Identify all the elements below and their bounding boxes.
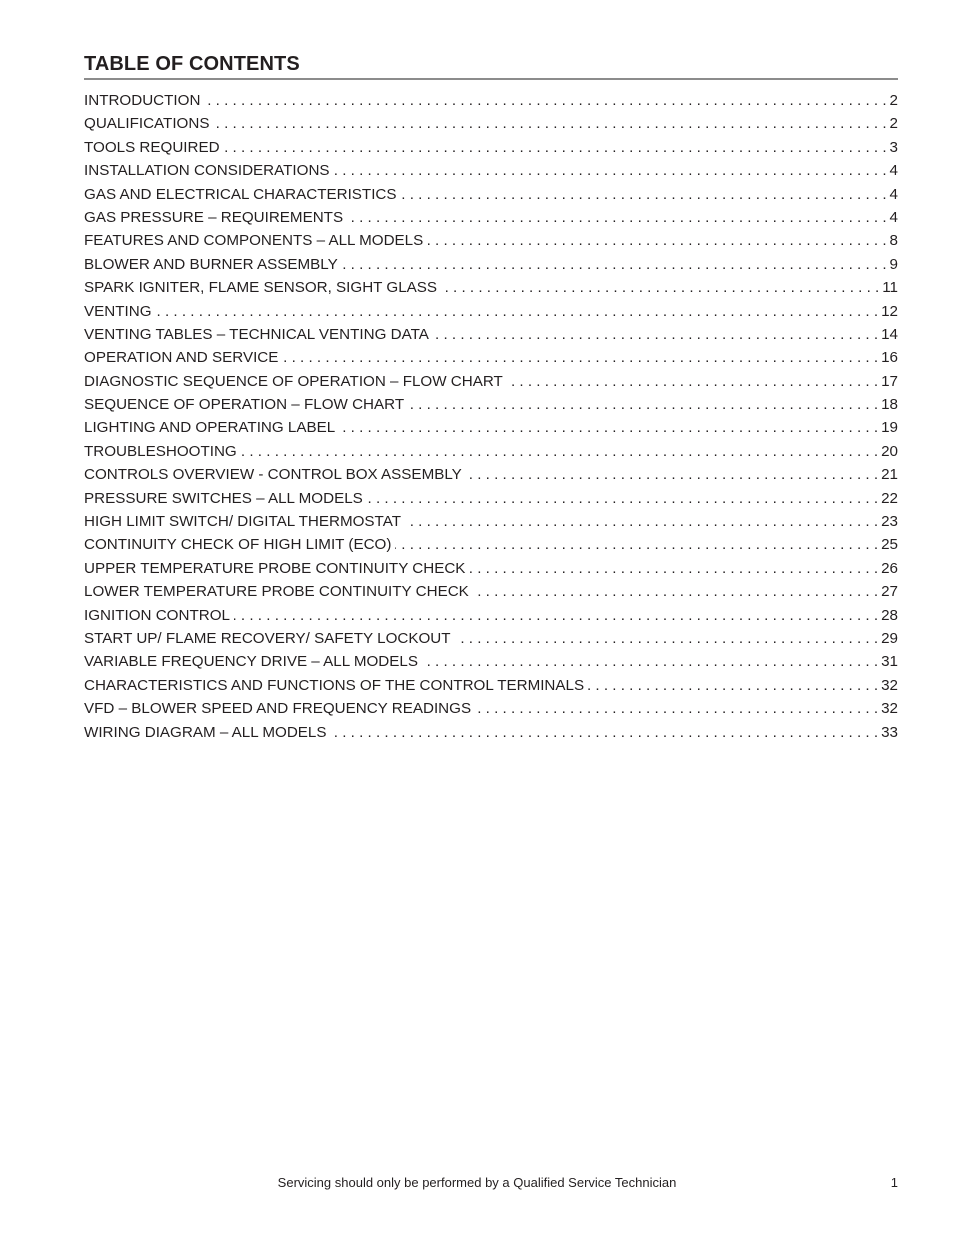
toc-entry-label: HIGH LIMIT SWITCH/ DIGITAL THERMOSTAT (84, 513, 401, 531)
toc-entry[interactable] (84, 370, 898, 393)
toc-entry-page: 4 (889, 162, 898, 180)
toc-entry-label: INSTALLATION CONSIDERATIONS (84, 162, 330, 180)
toc-entry-page: 22 (881, 489, 898, 507)
toc-entry[interactable] (84, 533, 898, 556)
toc-entry-label: SPARK IGNITER, FLAME SENSOR, SIGHT GLASS (84, 279, 438, 297)
footer-note: Servicing should only be performed by a Qualified Service Technician (277, 1175, 677, 1190)
toc-entry-label: CONTINUITY CHECK OF HIGH LIMIT (ECO) (84, 536, 392, 554)
toc-entry-page: 11 (882, 279, 898, 297)
toc-entry-label: VENTING (84, 302, 152, 320)
toc-entry-label: PRESSURE SWITCHES – ALL MODELS (84, 489, 363, 507)
toc-entry[interactable] (84, 136, 898, 159)
toc-entry-label: IGNITION CONTROL (84, 606, 230, 624)
dot-leader (422, 650, 878, 673)
dot-leader (347, 206, 886, 229)
toc-title: TABLE OF CONTENTS (84, 53, 300, 75)
dot-leader (441, 276, 879, 299)
toc-entry-label: TROUBLESHOOTING (84, 442, 237, 460)
toc-entry-page: 33 (881, 723, 898, 741)
toc-entry[interactable] (84, 650, 898, 673)
dot-leader (427, 229, 886, 252)
toc-entry[interactable] (84, 183, 898, 206)
toc-entry-label: QUALIFICATIONS (84, 115, 210, 133)
toc-entry-label: VFD – BLOWER SPEED AND FREQUENCY READINGS (84, 700, 472, 718)
toc-entry[interactable] (84, 487, 898, 510)
toc-entry[interactable] (84, 159, 898, 182)
toc-entry[interactable] (84, 323, 898, 346)
toc-entry-label: VARIABLE FREQUENCY DRIVE – ALL MODELS (84, 653, 418, 671)
dot-leader (588, 674, 878, 697)
dot-leader (156, 300, 879, 323)
toc-entry-page: 9 (889, 255, 898, 273)
dot-leader (408, 393, 878, 416)
toc-entry[interactable] (84, 627, 898, 650)
toc-entry-page: 26 (881, 559, 898, 577)
toc-entry-label: TOOLS REQUIRED (84, 138, 220, 156)
dot-leader (224, 136, 887, 159)
toc-entry-page: 2 (889, 115, 898, 133)
dot-leader (395, 533, 878, 556)
toc-entry[interactable] (84, 721, 898, 744)
toc-entry-page: 32 (881, 700, 898, 718)
toc-entry[interactable] (84, 112, 898, 135)
toc-entry-page: 20 (881, 442, 898, 460)
toc-entry[interactable] (84, 510, 898, 533)
toc-entry[interactable] (84, 604, 898, 627)
toc-entry[interactable] (84, 580, 898, 603)
toc-entry-page: 17 (881, 372, 898, 390)
toc-entry[interactable] (84, 463, 898, 486)
toc-entry-label: BLOWER AND BURNER ASSEMBLY (84, 255, 338, 273)
toc-entry-label: VENTING TABLES – TECHNICAL VENTING DATA (84, 325, 429, 343)
dot-leader (466, 463, 878, 486)
dot-leader (339, 416, 878, 439)
toc-entry[interactable] (84, 300, 898, 323)
dot-leader (213, 112, 886, 135)
dot-leader (469, 557, 878, 580)
toc-entry-page: 32 (881, 676, 898, 694)
toc-entry[interactable] (84, 440, 898, 463)
toc-entry[interactable] (84, 229, 898, 252)
toc-entry-label: LIGHTING AND OPERATING LABEL (84, 419, 336, 437)
dot-leader (473, 580, 878, 603)
toc-entry-label: INTRODUCTION (84, 92, 201, 109)
toc-list (84, 89, 898, 744)
toc-entry-page: 3 (889, 138, 898, 156)
toc-entry-label: WIRING DIAGRAM – ALL MODELS (84, 723, 327, 741)
dot-leader (342, 253, 887, 276)
toc-entry-page: 25 (881, 536, 898, 554)
toc-entry-page: 28 (881, 606, 898, 624)
toc-entry-page: 2 (889, 92, 898, 109)
toc-entry[interactable] (84, 393, 898, 416)
dot-leader (241, 440, 878, 463)
toc-entry-page: 31 (881, 653, 898, 671)
toc-entry-label: GAS PRESSURE – REQUIREMENTS (84, 208, 344, 226)
toc-entry-page: 21 (881, 466, 898, 484)
toc-entry[interactable] (84, 89, 898, 112)
toc-entry-page: 19 (881, 419, 898, 437)
dot-leader (405, 510, 878, 533)
toc-entry-page: 18 (881, 396, 898, 414)
toc-entry[interactable] (84, 346, 898, 369)
dot-leader (334, 159, 887, 182)
toc-entry-label: GAS AND ELECTRICAL CHARACTERISTICS (84, 185, 397, 203)
toc-entry-label: LOWER TEMPERATURE PROBE CONTINUITY CHECK (84, 583, 469, 601)
toc-entry[interactable] (84, 276, 898, 299)
dot-leader (507, 370, 878, 393)
toc-entry[interactable] (84, 253, 898, 276)
toc-entry[interactable] (84, 674, 898, 697)
toc-entry-page: 23 (881, 513, 898, 531)
page-number: 1 (890, 1175, 898, 1190)
toc-entry-page: 16 (881, 349, 898, 367)
toc-entry-label: OPERATION AND SERVICE (84, 349, 279, 367)
toc-entry[interactable] (84, 697, 898, 720)
dot-leader (234, 604, 878, 627)
toc-entry-page: 14 (881, 325, 898, 343)
toc-entry-label: FEATURES AND COMPONENTS – ALL MODELS (84, 232, 424, 250)
toc-entry-label: CHARACTERISTICS AND FUNCTIONS OF THE CONTROL TERMINALS (84, 676, 585, 694)
toc-entry-page: 29 (881, 629, 898, 647)
toc-entry-label: CONTROLS OVERVIEW - CONTROL BOX ASSEMBLY (84, 466, 462, 484)
toc-entry-page: 27 (881, 583, 898, 601)
toc-entry[interactable] (84, 416, 898, 439)
toc-entry-page: 4 (889, 185, 898, 203)
toc-entry-label: UPPER TEMPERATURE PROBE CONTINUITY CHECK (84, 559, 466, 577)
dot-leader (433, 323, 878, 346)
toc-entry-label: START UP/ FLAME RECOVERY/ SAFETY LOCKOUT (84, 629, 451, 647)
toc-entry-label: DIAGNOSTIC SEQUENCE OF OPERATION – FLOW CHART (84, 372, 503, 390)
dot-leader (401, 183, 887, 206)
dot-leader (331, 721, 879, 744)
toc-entry-label: SEQUENCE OF OPERATION – FLOW CHART (84, 396, 405, 414)
dot-leader (204, 89, 886, 112)
dot-leader (367, 487, 878, 510)
title-divider (84, 78, 898, 80)
toc-entry-page: 4 (889, 208, 898, 226)
dot-leader (475, 697, 878, 720)
toc-entry-page: 12 (881, 302, 898, 320)
toc-entry-page: 8 (889, 232, 898, 250)
dot-leader (455, 627, 879, 650)
toc-entry[interactable] (84, 206, 898, 229)
toc-entry[interactable] (84, 557, 898, 580)
dot-leader (282, 346, 878, 369)
